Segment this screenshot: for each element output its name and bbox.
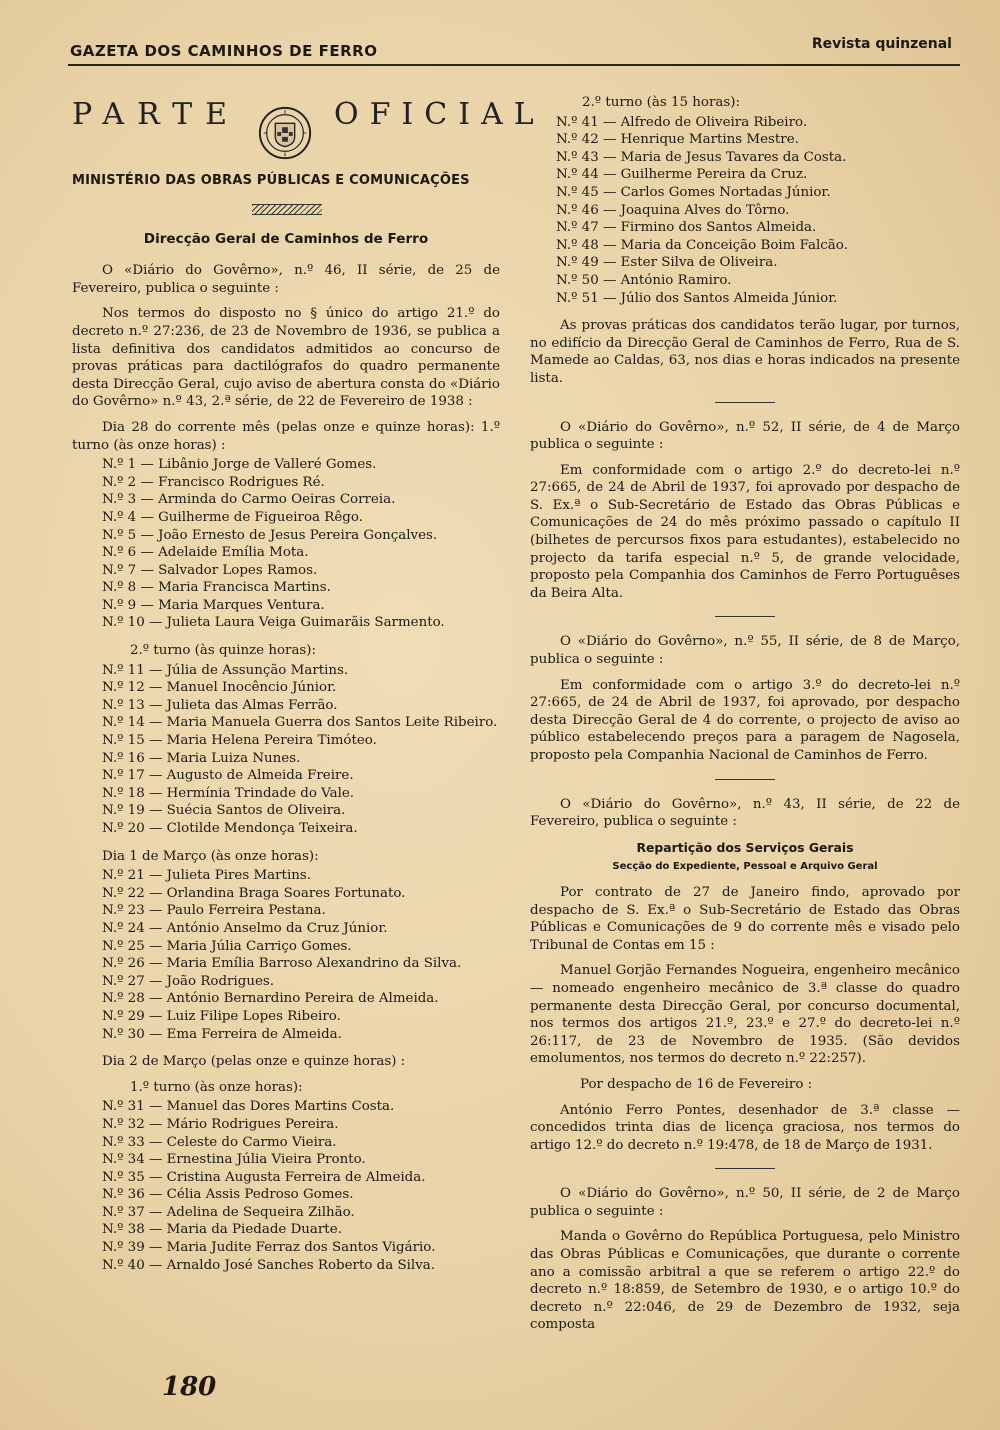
list-item: N.º 28 — António Bernardino Pereira de Almeida. [102, 991, 439, 1007]
paragraph: Por despacho de 16 de Fevereiro : [580, 1076, 813, 1092]
subheading: 1.º turno (às onze horas): [130, 1079, 303, 1095]
paragraph: As provas práticas dos candidatos terão lugar, por turnos, no edifício da Direcção Geral de Caminhos de Ferro, Rua de S. Mamede ao Caldas, 63, nos dias e horas indicados na presente lista. [530, 318, 960, 386]
list-item: N.º 47 — Firmino dos Santos Almeida. [556, 220, 817, 236]
list-item: N.º 42 — Henrique Martins Mestre. [556, 132, 799, 148]
subheading: Dia 2 de Março (pelas onze e quinze horas) : [102, 1054, 406, 1070]
list-item: N.º 20 — Clotilde Mendonça Teixeira. [102, 821, 358, 836]
paragraph: Em conformidade com o artigo 2.º do decreto-lei n.º 27:665, de 24 de Abril de 1937, foi aprovado por despacho de S. Ex.ª o Sub-Secretário de Estado das Obras Públicas e Comunicações de 24 do mês próximo passado o capítulo II (bilhetes de percursos fixos para estudantes), estabelecido no projecto da tarifa especial n.º 5, de grande velocidade, proposto pela Companhia dos Caminhos de Ferro Portuguêses da Beira Alta. [530, 462, 960, 601]
paragraph: O «Diário do Govêrno», n.º 55, II série, de 8 de Março, publica o seguinte : [530, 634, 960, 668]
subheading: Dia 1 de Março (às onze horas): [102, 848, 319, 864]
paragraph: Em conformidade com o artigo 3.º do decreto-lei n.º 27:665, de 24 de Abril de 1937, foi aprovado, por despacho desta Direcção Geral de 4 do corrente, o projecto de aviso ao público estabelecendo preços para a paragem de Nagosela, proposto pela Companhia Nacional de Caminhos de Ferro. [530, 677, 960, 763]
right-column [530, 94, 960, 1342]
list-item: N.º 30 — Ema Ferreira de Almeida. [102, 1026, 342, 1042]
header-rule [68, 64, 960, 66]
candidate-list-5 [530, 114, 960, 308]
list-item: N.º 22 — Orlandina Braga Soares Fortunato. [102, 885, 406, 901]
divider [715, 402, 775, 403]
list-item: N.º 4 — Guilherme de Figueiroa Rêgo. [102, 509, 363, 525]
subheading: 2.º turno (às 15 horas): [582, 95, 740, 110]
paragraph: O «Diário do Govêrno», n.º 46, II série, de 25 de Fevereiro, publica o seguinte : [72, 263, 500, 296]
list-item: N.º 24 — António Anselmo da Cruz Júnior. [102, 920, 388, 936]
list-item: N.º 27 — João Rodrigues. [102, 973, 274, 989]
list-item: N.º 25 — Maria Júlia Carriço Gomes. [102, 938, 352, 954]
paragraph: Por contrato de 27 de Janeiro findo, aprovado por despacho de S. Ex.ª o Sub-Secretário de Estado das Obras Públicas e Comunicações de 9 do corrente mês e visado pelo Tribunal de Contas em 15 : [530, 884, 960, 953]
repartition-heading: Repartição dos Serviços Gerais [636, 839, 854, 855]
subheading: 2.º turno (às quinze horas): [130, 643, 317, 659]
paragraph: O «Diário do Govêrno», n.º 52, II série, de 4 de Março publica o seguinte : [530, 419, 960, 453]
list-item: N.º 17 — Augusto de Almeida Freire. [102, 768, 354, 784]
list-item: N.º 2 — Francisco Rodrigues Ré. [102, 474, 325, 490]
list-item: N.º 50 — António Ramiro. [556, 272, 732, 288]
candidate-list-2 [72, 662, 500, 838]
divider [715, 779, 775, 780]
list-item: N.º 29 — Luiz Filipe Lopes Ribeiro. [102, 1008, 341, 1024]
section-title: Direcção Geral de Caminhos de Ferro [143, 230, 429, 247]
list-item: N.º 19 — Suécia Santos de Oliveira. [102, 803, 346, 819]
divider [715, 1168, 775, 1169]
paragraph: O «Diário do Govêrno», n.º 50, II série, de 2 de Março publica o seguinte : [530, 1186, 960, 1219]
list-item: N.º 8 — Maria Francisca Martins. [102, 580, 331, 596]
list-item: N.º 37 — Adelina de Sequeira Zilhão. [102, 1204, 355, 1220]
masthead-word-oficial: OFICIAL [334, 97, 545, 132]
list-item: N.º 11 — Júlia de Assunção Martins. [102, 662, 349, 678]
list-item: N.º 5 — João Ernesto de Jesus Pereira Gonçalves. [102, 527, 438, 543]
candidate-list-3 [72, 867, 500, 1043]
list-item: N.º 3 — Arminda do Carmo Oeiras Correia. [102, 492, 396, 508]
list-item: N.º 45 — Carlos Gomes Nortadas Júnior. [556, 184, 831, 200]
list-item: N.º 14 — Maria Manuela Guerra dos Santos Leite Ribeiro. [102, 715, 498, 731]
list-item: N.º 6 — Adelaide Emília Mota. [102, 545, 309, 561]
ministry-heading: MINISTÉRIO DAS OBRAS PÚBLICAS E COMUNICAÇÕES [72, 173, 470, 188]
list-item: N.º 51 — Júlio dos Santos Almeida Júnior. [556, 290, 838, 306]
list-item: N.º 10 — Julieta Laura Veiga Guimarãis Sarmento. [102, 615, 445, 631]
list-item: N.º 23 — Paulo Ferreira Pestana. [102, 903, 326, 919]
list-item: N.º 26 — Maria Emília Barroso Alexandrino da Silva. [102, 956, 462, 972]
paragraph: António Ferro Pontes, desenhador de 3.ª classe — concedidos trinta dias de licença graciosa, nos termos do artigo 12.º do decreto n.º 19:478, de 18 de Março de 1931. [530, 1102, 960, 1153]
masthead-word-parte: PARTE [72, 97, 241, 132]
list-item: N.º 41 — Alfredo de Oliveira Ribeiro. [556, 114, 808, 130]
list-item: N.º 40 — Arnaldo José Sanches Roberto da Silva. [102, 1257, 435, 1273]
list-item: N.º 34 — Ernestina Júlia Vieira Pronto. [102, 1152, 366, 1168]
list-item: N.º 31 — Manuel das Dores Martins Costa. [102, 1099, 395, 1115]
list-item: N.º 39 — Maria Judite Ferraz dos Santos Vigário. [102, 1240, 436, 1256]
list-item: N.º 32 — Mário Rodrigues Pereira. [102, 1116, 339, 1132]
candidate-list-1 [72, 456, 500, 632]
list-item: N.º 46 — Joaquina Alves do Tôrno. [556, 202, 790, 218]
list-item: N.º 16 — Maria Luiza Nunes. [102, 750, 301, 766]
list-item: N.º 18 — Hermínia Trindade do Vale. [102, 785, 355, 801]
journal-subtitle: Revista quinzenal [811, 36, 952, 52]
paragraph: O «Diário do Govêrno», n.º 43, II série, de 22 de Fevereiro, publica o seguinte : [530, 796, 960, 830]
list-item: N.º 1 — Libânio Jorge de Valleré Gomes. [102, 457, 377, 473]
masthead [72, 97, 545, 178]
coat-of-arms-icon [256, 104, 314, 162]
list-item: N.º 33 — Celeste do Carmo Vieira. [102, 1134, 337, 1150]
list-item: N.º 12 — Manuel Inocêncio Júnior. [102, 680, 337, 696]
list-item: N.º 21 — Julieta Pires Martins. [102, 868, 311, 884]
journal-title: GAZETA DOS CAMINHOS DE FERRO [70, 42, 378, 60]
list-item: N.º 38 — Maria da Piedade Duarte. [102, 1222, 342, 1238]
paragraph: Dia 28 do corrente mês (pelas onze e quinze horas): 1.º turno (às onze horas) : [72, 419, 500, 453]
list-item: N.º 15 — Maria Helena Pereira Timóteo. [102, 733, 377, 749]
list-item: N.º 7 — Salvador Lopes Ramos. [102, 562, 318, 578]
paragraph: Manda o Govêrno do República Portuguesa, pelo Ministro das Obras Públicas e Comunicações, que durante o corrente ano a comissão arbitral a que se referem o artigo 22.º do decreto n.º 18:859, de Setembro de 1930, e o artigo 10.º do decreto n.º 22:046, de 29 de Dezembro de 1932, seja composta [530, 1229, 960, 1333]
list-item: N.º 48 — Maria da Conceição Boim Falcão. [556, 237, 848, 253]
ornament-divider [252, 204, 322, 215]
list-item: N.º 9 — Maria Marques Ventura. [102, 597, 325, 613]
candidate-list-4 [72, 1098, 500, 1274]
list-item: N.º 49 — Ester Silva de Oliveira. [556, 255, 778, 271]
list-item: N.º 36 — Célia Assis Pedroso Gomes. [102, 1187, 354, 1203]
section-subheading: Secção do Expediente, Pessoal e Arquivo Geral [612, 861, 878, 873]
list-item: N.º 43 — Maria de Jesus Tavares da Costa. [556, 149, 847, 165]
list-item: N.º 35 — Cristina Augusta Ferreira de Almeida. [102, 1169, 426, 1185]
left-column [72, 97, 545, 1284]
paragraph: Nos termos do disposto no § único do artigo 21.º do decreto n.º 27:236, de 23 de Novembro de 1936, se publica a lista definitiva dos candidatos admitidos ao concurso de provas práticas para dactilógrafos do quadro permanente desta Direcção Geral, cujo aviso de abertura consta do «Diário do Govêrno» n.º 43, 2.ª série, de 22 de Fevereiro de 1938 : [72, 306, 500, 410]
divider [715, 616, 775, 617]
list-item: N.º 44 — Guilherme Pereira da Cruz. [556, 167, 808, 183]
page-number: 180 [162, 1372, 217, 1402]
list-item: N.º 13 — Julieta das Almas Ferrão. [102, 697, 338, 713]
paragraph: Manuel Gorjão Fernandes Nogueira, engenheiro mecânico — nomeado engenheiro mecânico de 3.ª classe do quadro permanente desta Direcção Geral, por concurso documental, nos termos dos artigos 21.º, 23.º e 27.º do decreto-lei n.º 26:117, de 23 de Novembro de 1935. (São devidos emolumentos, nos termos do decreto n.º 22:257). [530, 963, 960, 1067]
